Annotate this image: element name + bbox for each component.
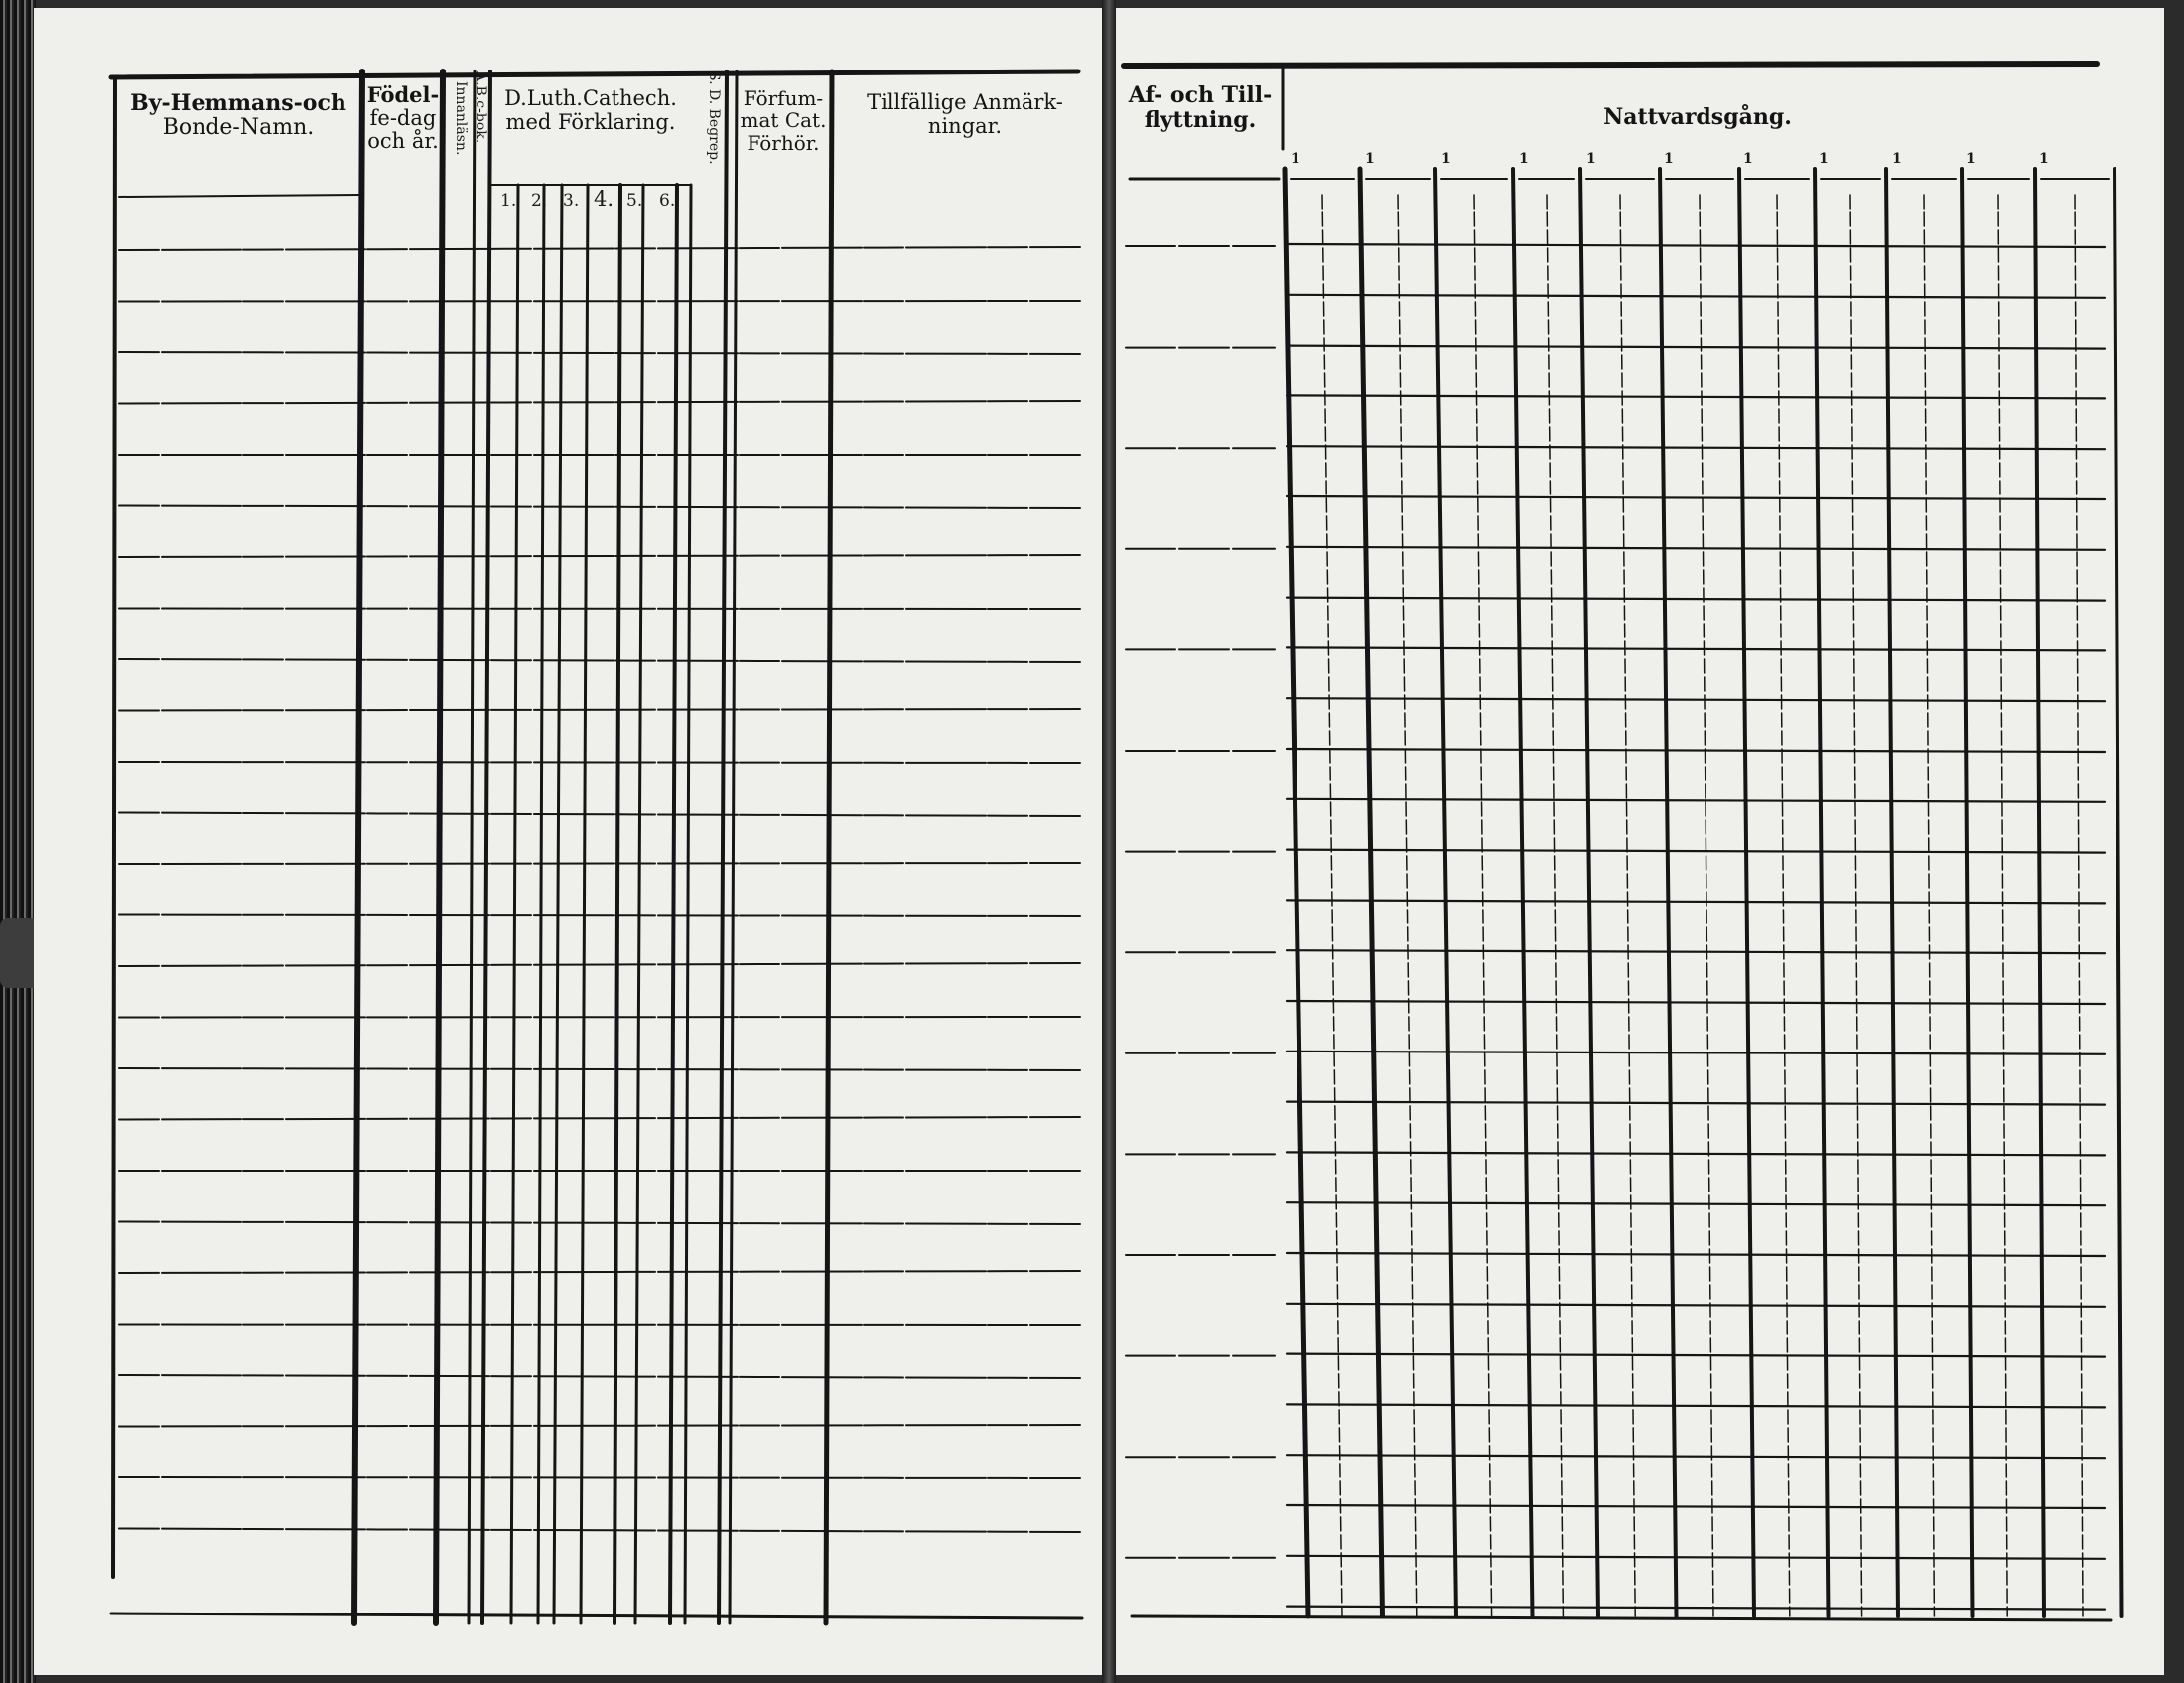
communion-column-rule-71 — [2115, 169, 2122, 1616]
right-row-rule-106 — [1287, 1404, 2105, 1407]
left-row-rule-44 — [119, 1477, 1080, 1478]
communion-mark-4: 1 — [1519, 151, 1529, 167]
header-nattvardsgang: Nattvardsgång. — [1603, 104, 1792, 130]
communion-column-rule-49 — [1285, 169, 1308, 1616]
header-flyttning-line1: Af- och Till- — [1128, 82, 1273, 108]
header-by-hemmans — [124, 91, 352, 140]
communion-column-rule-57 — [1580, 169, 1598, 1616]
catechism-sub-3: 3. — [563, 191, 580, 210]
right-row-rule-107 — [1287, 1455, 2105, 1458]
left-column-rule-7 — [511, 185, 518, 1623]
left-column-rule-4 — [436, 71, 443, 1623]
left-column-rule-15 — [719, 71, 727, 1623]
right-row-rule-84 — [1287, 295, 2105, 298]
left-column-rule-17 — [826, 71, 832, 1623]
right-row-rule-92 — [1287, 698, 2105, 701]
communion-mark-10: 1 — [1966, 151, 1976, 167]
left-row-rule-32 — [119, 863, 1080, 864]
communion-column-rule-67 — [1962, 169, 1973, 1616]
left-column-rule-8 — [538, 185, 544, 1623]
right-row-rule-87 — [1287, 446, 2105, 449]
left-column-rule-5 — [469, 71, 475, 1623]
communion-subcolumn-rule-52 — [1398, 195, 1417, 1616]
catechism-sub-1: 1. — [500, 191, 517, 210]
communion-mark-2: 1 — [1365, 151, 1375, 167]
right-row-rule-97 — [1287, 950, 2105, 953]
left-row-rule-41 — [119, 1325, 1080, 1326]
header-fodelse-line2: fe-dag — [369, 105, 437, 130]
left-row-rule-26 — [119, 555, 1080, 557]
left-row-rule-27 — [119, 609, 1080, 610]
left-row-rule-30 — [119, 762, 1080, 763]
communion-column-rule-61 — [1739, 169, 1754, 1616]
left-row-rule-28 — [119, 659, 1080, 662]
communion-mark-9: 1 — [1892, 151, 1902, 167]
communion-subcolumn-rule-58 — [1620, 195, 1635, 1616]
left-top-rule-0 — [111, 71, 1078, 77]
header-forsummat-line3: Förhör. — [747, 130, 820, 155]
left-row-rule-33 — [119, 915, 1080, 917]
right-row-rule-108 — [1287, 1505, 2105, 1508]
left-row-rule-31 — [119, 813, 1080, 817]
left-row-rule-43 — [119, 1425, 1080, 1427]
left-margin-rule-1 — [113, 77, 115, 1577]
left-column-rule-6 — [482, 71, 490, 1623]
header-fodelse — [363, 83, 443, 154]
communion-mark-7: 1 — [1743, 151, 1753, 167]
left-column-rule-12 — [635, 185, 643, 1623]
left-row-rule-40 — [119, 1271, 1080, 1273]
left-row-rule-21 — [119, 301, 1080, 302]
left-row-rule-20 — [119, 247, 1080, 250]
right-row-rule-104 — [1287, 1304, 2105, 1307]
header-luther-line1: D.Luth.Cathech. — [504, 86, 677, 110]
right-row-rule-88 — [1287, 496, 2105, 499]
communion-column-rule-55 — [1513, 169, 1533, 1616]
catechism-sub-4: 4. — [594, 187, 614, 210]
header-flyttning-line2: flyttning. — [1144, 106, 1257, 133]
catechism-sub-6: 6. — [659, 191, 676, 210]
left-column-rule-16 — [730, 71, 737, 1623]
communion-subcolumn-rule-50 — [1322, 195, 1342, 1616]
header-by-hemmans-line1: By-Hemmans-och — [130, 90, 346, 116]
left-row-rule-45 — [119, 1529, 1080, 1533]
left-row-rule-35 — [119, 1017, 1080, 1018]
communion-subcolumn-rule-70 — [2075, 195, 2083, 1616]
right-top-rule-46 — [1124, 64, 2097, 66]
communion-mark-5: 1 — [1586, 151, 1596, 167]
left-bottom-rule-2 — [111, 1613, 1082, 1618]
header-luther-line2: med Förklaring. — [505, 109, 676, 134]
left-row-rule-22 — [119, 352, 1080, 354]
right-row-rule-105 — [1287, 1354, 2105, 1357]
header-anmarkningar-line2: ningar. — [927, 113, 1003, 138]
header-small-catechism: S. D. Begrep. — [706, 71, 722, 165]
header-fodelse-line3: och år. — [367, 129, 439, 154]
communion-mark-8: 1 — [1819, 151, 1829, 167]
catechism-sub-5: 5. — [626, 191, 643, 210]
communion-mark-3: 1 — [1441, 151, 1451, 167]
communion-subcolumn-rule-56 — [1547, 195, 1563, 1616]
left-row-rule-37 — [119, 1117, 1080, 1120]
right-row-rule-98 — [1287, 1001, 2105, 1004]
right-row-rule-93 — [1287, 749, 2105, 752]
right-row-rule-101 — [1287, 1152, 2105, 1155]
right-bottom-rule-125 — [1132, 1616, 2111, 1620]
right-row-rule-110 — [1287, 1607, 2105, 1610]
communion-column-rule-59 — [1660, 169, 1677, 1616]
communion-mark-11: 1 — [2039, 151, 2049, 167]
right-row-rule-90 — [1287, 598, 2105, 601]
left-row-rule-36 — [119, 1068, 1080, 1070]
left-column-rule-14 — [685, 185, 691, 1623]
right-row-rule-83 — [1287, 244, 2105, 247]
right-row-rule-91 — [1287, 647, 2105, 650]
left-row-rule-23 — [119, 401, 1080, 404]
left-row-rule-39 — [119, 1222, 1080, 1225]
left-column-rule-11 — [614, 185, 620, 1623]
communion-subcolumn-rule-60 — [1700, 195, 1713, 1616]
right-row-rule-109 — [1287, 1556, 2105, 1559]
header-abc-bok: A.B.c-bok. — [473, 71, 488, 144]
communion-mark-1: 1 — [1291, 151, 1300, 167]
header-anmarkningar — [846, 91, 1084, 138]
left-row-rule-25 — [119, 506, 1080, 509]
left-column-rule-10 — [581, 185, 588, 1623]
header-flyttning — [1126, 83, 1275, 132]
left-column-rule-13 — [670, 185, 677, 1623]
left-row-rule-29 — [119, 709, 1080, 711]
right-row-rule-95 — [1287, 850, 2105, 853]
right-row-rule-86 — [1287, 395, 2105, 398]
communion-column-rule-63 — [1815, 169, 1829, 1616]
communion-mark-6: 1 — [1664, 151, 1674, 167]
right-row-rule-94 — [1287, 799, 2105, 802]
header-luther-catechism — [492, 87, 689, 134]
communion-subcolumn-rule-66 — [1924, 195, 1934, 1616]
right-row-rule-96 — [1287, 900, 2105, 903]
header-forsummat-line2: mat Cat. — [740, 108, 827, 133]
right-row-rule-102 — [1287, 1202, 2105, 1205]
communion-column-rule-53 — [1435, 169, 1456, 1616]
header-forsummat-line1: Förfum- — [743, 86, 824, 110]
catechism-sub-2: 2. — [531, 191, 548, 210]
communion-subcolumn-rule-62 — [1777, 195, 1790, 1616]
communion-subcolumn-rule-54 — [1474, 195, 1492, 1616]
header-anmarkningar-line1: Tillfällige Anmärk- — [867, 90, 1063, 114]
header-forsummat — [737, 87, 830, 154]
right-row-rule-100 — [1287, 1102, 2105, 1105]
header-fodelse-line1: Födel- — [366, 82, 440, 107]
left-row-rule-34 — [119, 963, 1080, 966]
right-row-rule-103 — [1287, 1253, 2105, 1256]
left-column-rule-9 — [554, 185, 562, 1623]
communion-subcolumn-rule-68 — [1998, 195, 2007, 1616]
left-row-rule-42 — [119, 1375, 1080, 1378]
header-by-hemmans-line2: Bonde-Namn. — [162, 114, 315, 140]
header-innanlasn: Innanläsn. — [453, 81, 469, 156]
left-header-base-rule-19 — [119, 195, 359, 197]
communion-subcolumn-rule-64 — [1850, 195, 1862, 1616]
communion-column-rule-51 — [1360, 169, 1383, 1616]
right-row-rule-89 — [1287, 547, 2105, 550]
communion-column-rule-65 — [1886, 169, 1898, 1616]
right-row-rule-85 — [1287, 346, 2105, 349]
communion-column-rule-69 — [2035, 169, 2044, 1616]
left-column-rule-3 — [354, 71, 362, 1623]
